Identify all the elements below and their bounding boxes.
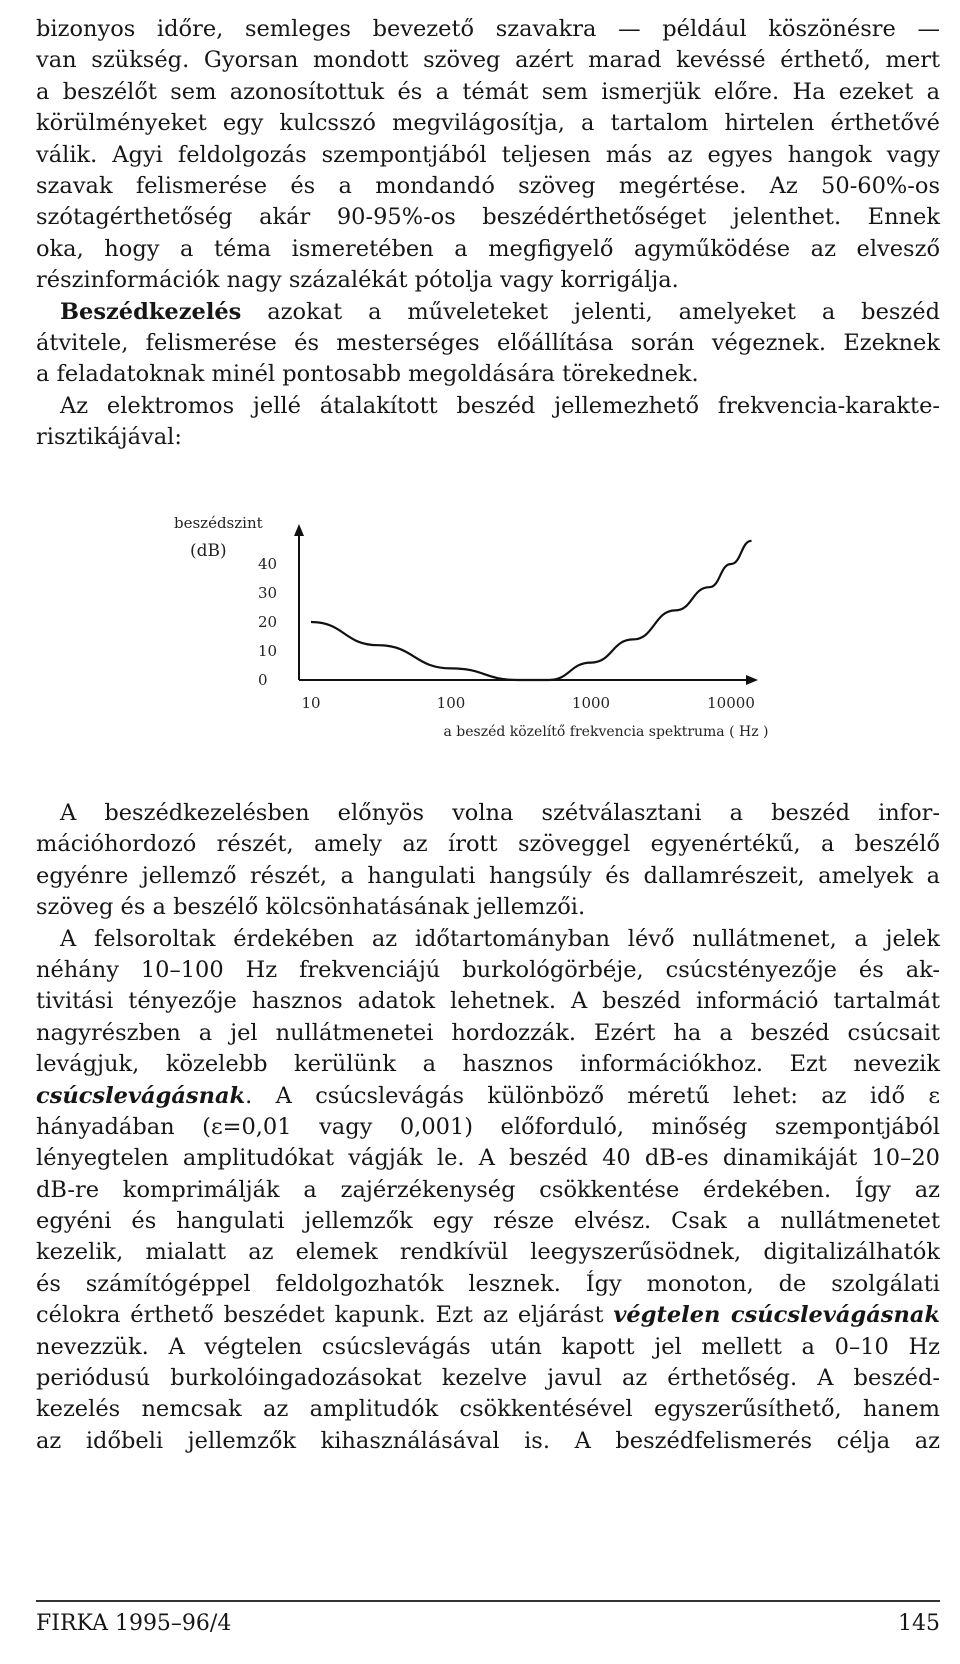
x-axis-label: a beszéd közelítő frekvencia spektruma ( Hz ) — [443, 724, 769, 740]
chart-svg — [36, 512, 940, 752]
text-line: és számítógéppel feldolgozhatók lesznek. Így monoton, de szolgálati — [36, 1270, 940, 1297]
term-beszedkezeles: Beszédkezelés — [60, 298, 242, 325]
x-axis-arrow — [746, 675, 758, 685]
text-fragment: célokra érthető beszédet kapunk. Ezt az eljárást — [36, 1302, 614, 1329]
text-line: szótagérthetőség akár 90-95%-os beszédérthetőséget jelenthet. Ennek — [36, 204, 940, 231]
x-tick-label: 1000 — [571, 694, 611, 712]
term-vegtelen-csucslevagas: végtelen csúcslevágásnak — [613, 1302, 941, 1329]
y-axis-label-line1: beszédszint — [174, 514, 263, 532]
text-block-top — [36, 14, 940, 453]
text-line: van szükség. Gyorsan mondott szöveg azért marad kevéssé érthető, mert — [36, 47, 940, 74]
text-line: a feladatoknak minél pontosabb megoldására törekednek. — [36, 361, 699, 388]
text-line: periódusú burkolóingadozásokat kezelve javul az érthetőség. A beszéd- — [36, 1365, 940, 1392]
text-line: átvitele, felismerése és mesterséges előállítása során végeznek. Ezeknek — [36, 329, 940, 356]
term-csucslevagas: csúcslevágásnak — [36, 1082, 246, 1109]
footer-row — [36, 1610, 940, 1638]
text-line: kezelés nemcsak az amplitudók csökkentésével egyszerűsíthető, hanem — [36, 1396, 940, 1423]
text-line — [36, 1081, 940, 1112]
text-line: válik. Agyi feldolgozás szempontjából teljesen más az egyes hangok vagy — [36, 141, 940, 168]
text-block-bottom — [36, 798, 940, 1457]
text-line: A beszédkezelésben előnyös volna szétválasztani a beszéd infor- — [60, 800, 940, 826]
text-line: risztikájával: — [36, 424, 182, 451]
text-line: mációhordozó részét, amely az írott szöveggel egyenértékű, a beszélő — [36, 831, 940, 858]
text-line: egyénre jellemző részét, a hangulati hangsúly és dallamrészeit, amelyek a — [36, 862, 940, 889]
y-tick-label: 0 — [258, 671, 268, 689]
series-line — [311, 541, 752, 680]
text-line: szavak felismerése és a mondandó szöveg megértése. Az 50-60%-os — [36, 172, 940, 199]
text-line: nagyrészben a jel nullátmenetei hordozzák. Ezért ha a beszéd csúcsait — [36, 1019, 940, 1046]
text-line — [36, 297, 940, 328]
text-line: egyéni és hangulati jellemzők egy része elvész. Csak a nullátmenetet — [36, 1208, 940, 1235]
y-axis-arrow — [294, 524, 304, 536]
x-ticks — [301, 694, 754, 712]
text-fragment: . A csúcslevágás különböző méretű lehet: az idő ε — [245, 1082, 940, 1109]
text-line: levágjuk, közelebb kerülünk a hasznos információkhoz. Ezt nevezik — [36, 1051, 940, 1078]
text-line — [36, 1300, 940, 1331]
text-line: néhány 10–100 Hz frekvenciájú burkológörbéje, csúcstényezője és ak- — [36, 956, 940, 983]
text-line: bizonyos időre, semleges bevezető szavakra — például köszönésre — — [36, 16, 940, 42]
text-fragment: azokat a műveleteket jelenti, amelyeket a beszéd — [241, 298, 940, 325]
y-ticks — [258, 555, 277, 689]
journal-issue: FIRKA 1995–96/4 — [36, 1611, 232, 1636]
text-line: részinformációk nagy százalékát pótolja vagy korrigálja. — [36, 267, 679, 294]
page-footer — [36, 1600, 940, 1638]
text-line: körülményeket egy kulcsszó megvilágosítja, a tartalom hirtelen érthetővé — [36, 110, 940, 137]
x-tick-label: 10 — [301, 694, 321, 712]
text-line: nevezzük. A végtelen csúcslevágás után kapott jel mellett a 0–10 Hz — [36, 1333, 940, 1360]
footer-rule — [36, 1600, 940, 1602]
x-tick-label: 10000 — [707, 694, 755, 712]
text-line: Az elektromos jellé átalakított beszéd jellemezhető frekvencia-karakte- — [60, 392, 940, 419]
text-line: A felsoroltak érdekében az időtartományban lévő nullátmenet, a jelek — [60, 925, 940, 952]
page-number: 145 — [898, 1611, 940, 1636]
text-line: szöveg és a beszélő kölcsönhatásának jellemzői. — [36, 894, 586, 921]
text-line: lényegtelen amplitudókat vágják le. A beszéd 40 dB-es dinamikáját 10–20 — [36, 1145, 940, 1172]
text-line: hányadában (ε=0,01 vagy 0,001) előforduló, minőség szempontjából — [36, 1113, 940, 1140]
text-line: a beszélőt sem azonosítottuk és a témát sem ismerjük előre. Ha ezeket a — [36, 78, 940, 105]
text-line: kezelik, mialatt az elemek rendkívül leegyszerűsödnek, digitalizálhatók — [36, 1239, 940, 1266]
text-line: dB-re komprimálják a zajérzékenység csökkentése érdekében. Így az — [36, 1176, 940, 1203]
x-tick-label: 100 — [436, 694, 466, 712]
text-line: tivitási tényezője hasznos adatok lehetnek. A beszéd információ tartalmát — [36, 988, 940, 1015]
y-tick-label: 30 — [258, 584, 278, 602]
text-line: az időbeli jellemzők kihasználásával is. A beszédfelismerés célja az — [36, 1427, 940, 1454]
text-line: oka, hogy a téma ismeretében a megfigyelő agyműködése az elvesző — [36, 235, 940, 262]
frequency-chart — [36, 512, 940, 752]
y-tick-label: 20 — [258, 613, 278, 631]
y-tick-label: 40 — [258, 555, 278, 573]
y-axis-label-line2: (dB) — [190, 541, 227, 561]
y-tick-label: 10 — [258, 642, 278, 660]
